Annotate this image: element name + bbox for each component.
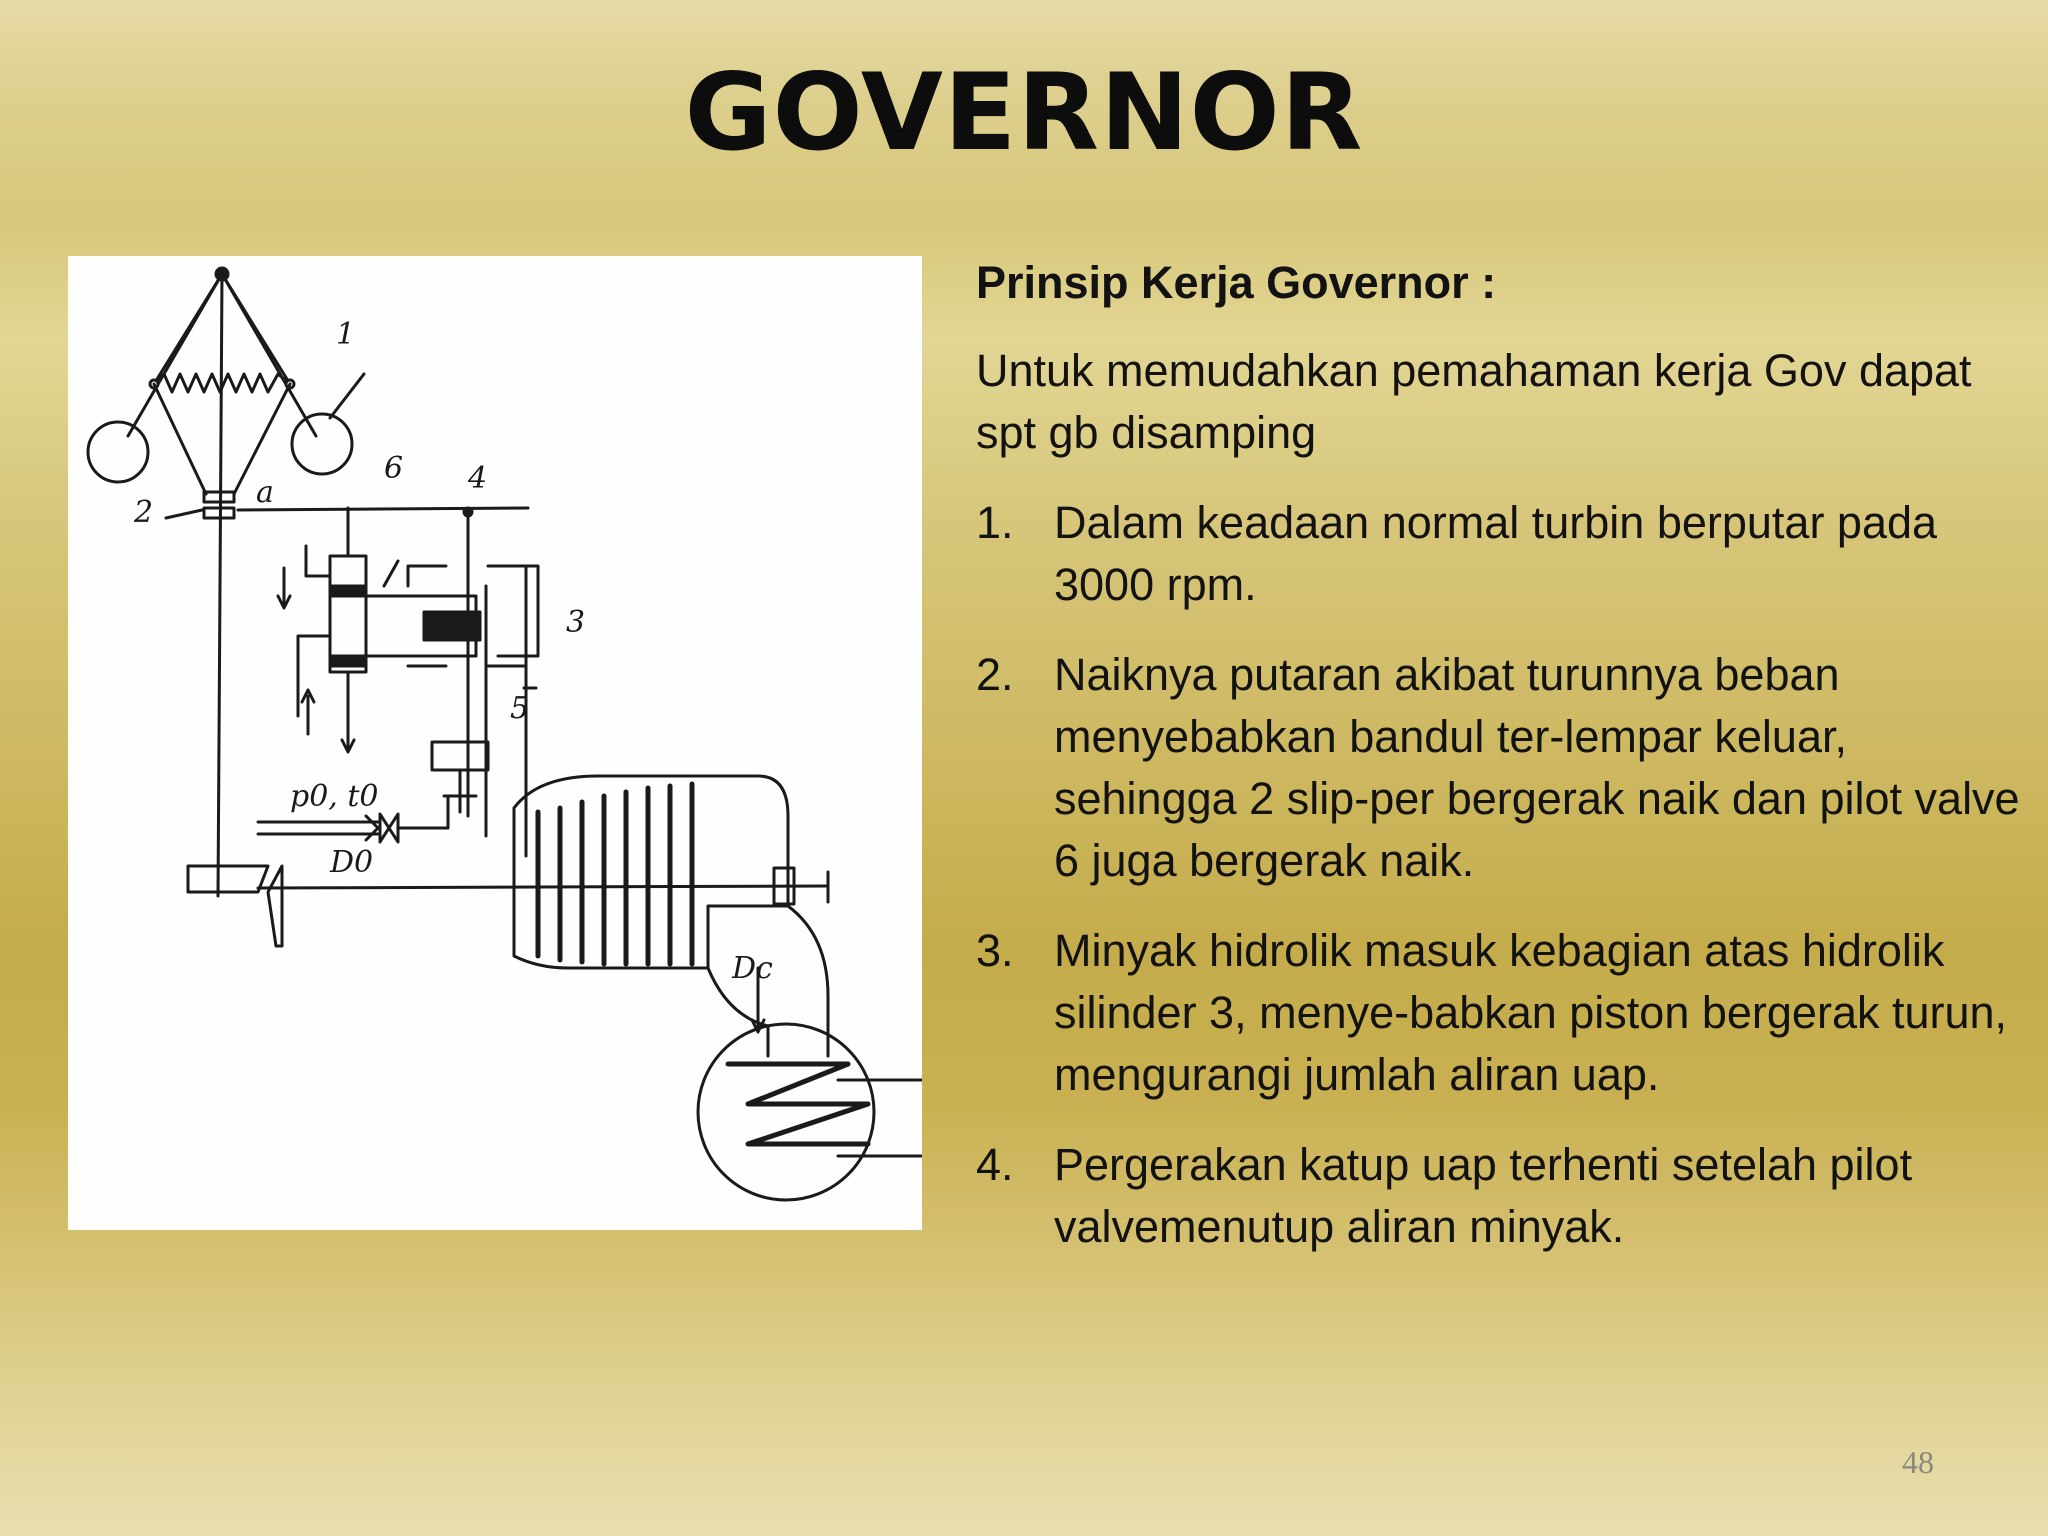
label-4: 4: [468, 461, 488, 496]
item-number: 3.: [976, 925, 1014, 976]
condenser: [698, 1024, 922, 1200]
list-item: [976, 920, 2026, 1106]
steps-list: [976, 492, 2026, 1258]
list-item: [976, 644, 2026, 892]
label-1: 1: [336, 317, 356, 352]
item-number: 1.: [976, 497, 1014, 548]
item-text: Pergerakan katup uap terhenti setelah pilot valvemenutup aliran minyak.: [1054, 1139, 1913, 1252]
label-d0: D0: [330, 845, 374, 880]
turbine: [258, 776, 828, 1056]
label-a: a: [256, 475, 274, 510]
slide-title: GOVERNOR: [684, 51, 1364, 174]
hydraulic-cylinder: [366, 508, 538, 856]
item-text: Dalam keadaan normal turbin berputar pada 3000 rpm.: [1054, 497, 1938, 610]
pilot-valve: [278, 508, 398, 752]
governor-diagram: [68, 256, 922, 1230]
label-3: 3: [566, 605, 586, 640]
list-item: [976, 492, 2026, 616]
label-p0-t0: p0, t0: [290, 779, 379, 814]
section-heading: Prinsip Kerja Governor :: [976, 257, 1497, 308]
content-panel: [976, 252, 2026, 1286]
page-number: 48: [1902, 1444, 1934, 1480]
label-2: 2: [134, 495, 154, 530]
item-text: Minyak hidrolik masuk kebagian atas hidrolik silinder 3, menye-babkan piston bergerak turun, mengurangi jumlah aliran uap.: [1054, 925, 2008, 1100]
list-item: [976, 1134, 2026, 1258]
item-number: 2.: [976, 649, 1014, 700]
label-5: 5: [510, 691, 530, 726]
label-6: 6: [384, 451, 404, 486]
item-text: Naiknya putaran akibat turunnya beban menyebabkan bandul ter-lempar keluar, sehingga 2 slip-per bergerak naik dan pilot valve 6 juga bergerak naik.: [1054, 649, 2020, 886]
intro-text: Untuk memudahkan pemahaman kerja Gov dapat spt gb disamping: [976, 345, 1972, 458]
label-dc: Dc: [732, 951, 773, 986]
item-number: 4.: [976, 1139, 1014, 1190]
gear-drive: [188, 866, 282, 946]
